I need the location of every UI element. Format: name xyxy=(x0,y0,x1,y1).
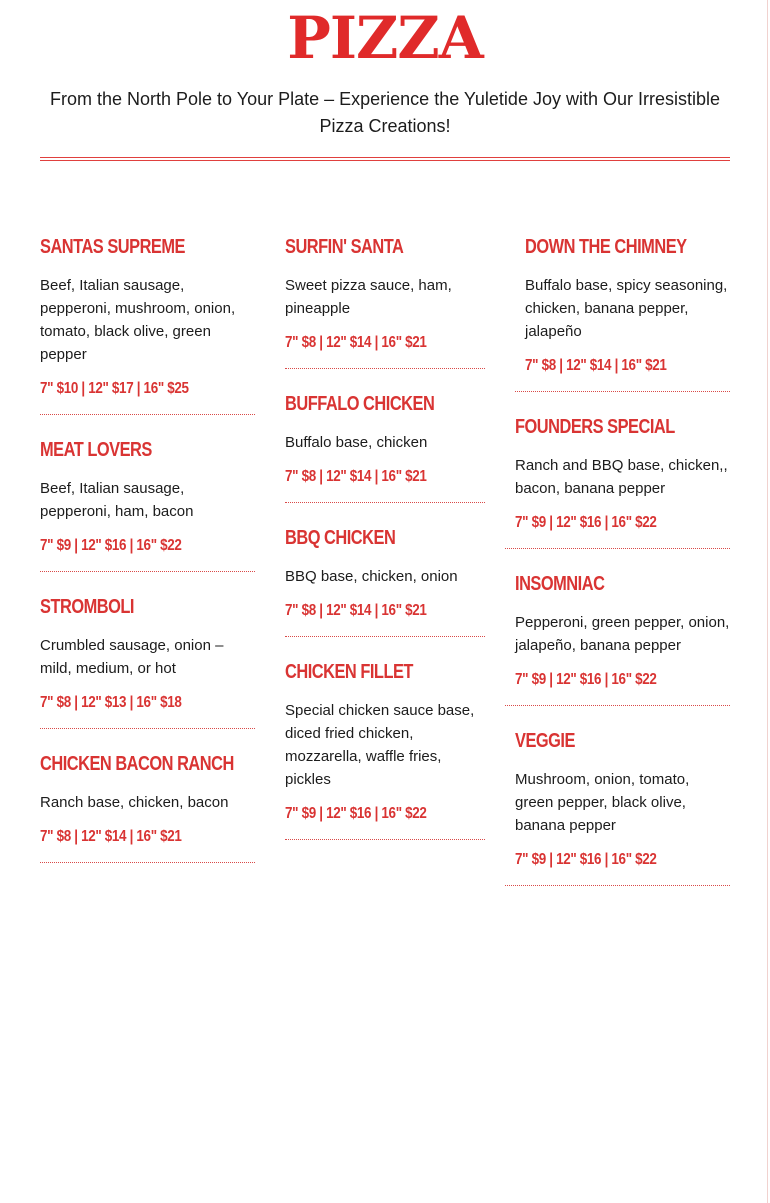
menu-item xyxy=(285,659,485,840)
menu-item-price: 7" $8 | 12" $13 | 16" $18 xyxy=(40,694,182,711)
menu-item-name: STROMBOLI xyxy=(40,596,134,618)
page-title: PIZZA xyxy=(287,4,483,72)
menu-item-description: Ranch base, chicken, bacon xyxy=(40,794,229,811)
menu-item xyxy=(40,234,255,415)
menu-item-description: Beef, Italian sausage, pepperoni, mushroom, onion, tomato, black olive, green pepper xyxy=(40,277,236,363)
menu-item xyxy=(505,414,730,549)
menu-item-description: Crumbled sausage, onion – mild, medium, or hot xyxy=(40,637,224,677)
menu-item-description: Mushroom, onion, tomato, green pepper, black olive, banana pepper xyxy=(515,771,690,834)
menu-column-2 xyxy=(285,234,485,862)
menu-item-name: BUFFALO CHICKEN xyxy=(285,393,435,415)
menu-item-price: 7" $9 | 12" $16 | 16" $22 xyxy=(40,537,182,554)
menu-item-description: Sweet pizza sauce, ham, pineapple xyxy=(285,277,452,317)
menu-item-price: 7" $8 | 12" $14 | 16" $21 xyxy=(285,468,427,485)
menu-item xyxy=(40,751,255,863)
menu-item xyxy=(505,571,730,706)
menu-item-price: 7" $9 | 12" $16 | 16" $22 xyxy=(515,671,657,688)
menu-item xyxy=(40,594,255,729)
header-divider xyxy=(40,157,730,161)
menu-item-description: Ranch and BBQ base, chicken,, bacon, banana pepper xyxy=(515,457,728,497)
menu-item-description: Special chicken sauce base, diced fried chicken, mozzarella, waffle fries, pickles xyxy=(285,702,475,788)
tagline: From the North Pole to Your Plate – Experience the Yuletide Joy with Our Irresistible Pizza Creations! xyxy=(49,89,721,136)
menu-item-price: 7" $8 | 12" $14 | 16" $21 xyxy=(285,334,427,351)
menu-item-description: Buffalo base, chicken xyxy=(285,434,428,451)
menu-item-name: BBQ CHICKEN xyxy=(285,527,396,549)
menu-item-description: Buffalo base, spicy seasoning, chicken, banana pepper, jalapeño xyxy=(525,277,728,340)
menu-item-price: 7" $8 | 12" $14 | 16" $21 xyxy=(525,357,667,374)
menu-item-name: CHICKEN FILLET xyxy=(285,661,413,683)
menu-column-3 xyxy=(515,234,730,908)
menu-item-name: VEGGIE xyxy=(515,730,575,752)
menu-item-name: FOUNDERS SPECIAL xyxy=(515,416,675,438)
menu-item-price: 7" $9 | 12" $16 | 16" $22 xyxy=(515,851,657,868)
page-edge-line xyxy=(767,0,768,1203)
menu-item-name: INSOMNIAC xyxy=(515,573,605,595)
menu-item-description: BBQ base, chicken, onion xyxy=(285,568,458,585)
menu-item-price: 7" $8 | 12" $14 | 16" $21 xyxy=(285,602,427,619)
menu-column-1 xyxy=(40,234,255,885)
menu-item-name: SURFIN' SANTA xyxy=(285,236,404,258)
menu-item xyxy=(285,234,485,369)
menu-item-name: CHICKEN BACON RANCH xyxy=(40,753,234,775)
menu-item-price: 7" $8 | 12" $14 | 16" $21 xyxy=(40,828,182,845)
menu-item xyxy=(285,391,485,503)
menu-item-price: 7" $9 | 12" $16 | 16" $22 xyxy=(285,805,427,822)
menu-item-price: 7" $10 | 12" $17 | 16" $25 xyxy=(40,380,189,397)
menu-item-price: 7" $9 | 12" $16 | 16" $22 xyxy=(515,514,657,531)
menu-item-description: Pepperoni, green pepper, onion, jalapeño, banana pepper xyxy=(515,614,730,654)
menu-item xyxy=(40,437,255,572)
menu-item xyxy=(515,234,730,392)
menu-item xyxy=(285,525,485,637)
menu-item-name: DOWN THE CHIMNEY xyxy=(525,236,687,258)
menu-item-description: Beef, Italian sausage, pepperoni, ham, bacon xyxy=(40,480,194,520)
menu-item-name: SANTAS SUPREME xyxy=(40,236,185,258)
menu-item-name: MEAT LOVERS xyxy=(40,439,152,461)
menu-item xyxy=(505,728,730,886)
